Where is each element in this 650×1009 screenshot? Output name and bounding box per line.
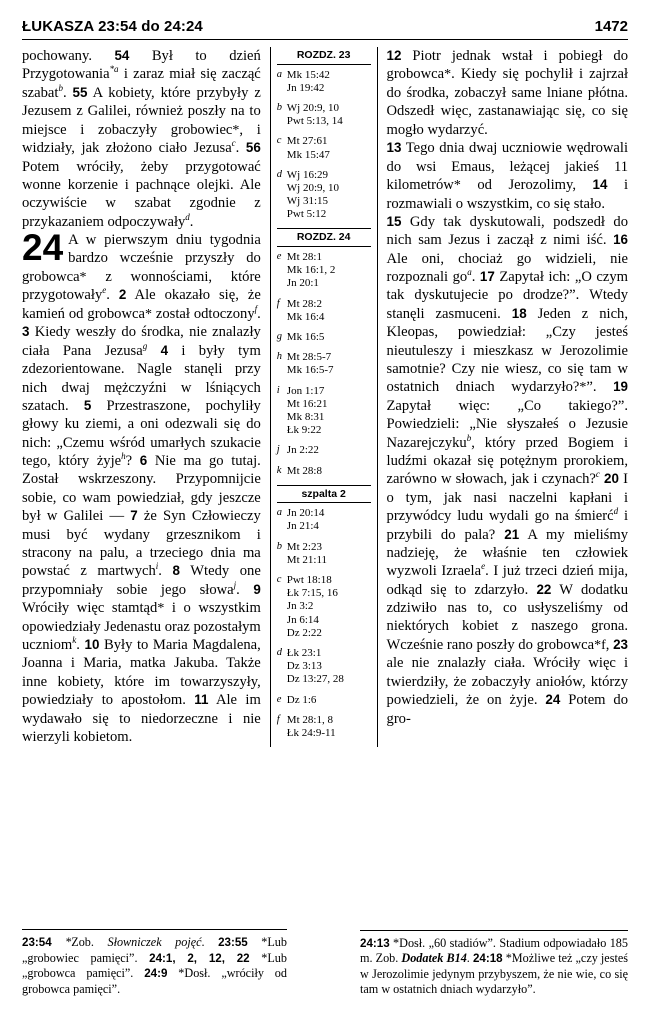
- xref-link[interactable]: Jon 1:17: [286, 384, 325, 397]
- xref-link[interactable]: Łk 7:15, 16: [286, 587, 338, 600]
- footnotes-left: 23:54 *Zob. Słowniczek pojęć. 23:55 *Lub „grobowiec pamięci”. 24:1, 2, 12, 22 *Lub „grobowca pamięci”. 24:9 *Dosł. „wróciły od grobowca pamięci”.: [22, 929, 287, 997]
- xref-group: [277, 298, 371, 324]
- xref-letter: a: [276, 507, 283, 519]
- xref-link[interactable]: Mt 21:11: [286, 553, 328, 566]
- xref-lines: [287, 298, 371, 324]
- xref-link[interactable]: Pwt 5:12: [286, 208, 327, 221]
- xref-lines: [287, 135, 371, 161]
- paragraph-right-3: 15 Gdy tak dyskutowali, podszedł do nich sam Jezus i zaczął z nimi iść. 16 Ale oni, chociaż go widzieli, nie rozpoznali go$^a$. 17 Zapytał ich: „O czym tak dyskutujecie po drodze?”. Wtedy stanęli zasmuceni. 18 Jeden z nich, Kleopas, powiedział: „Czy jesteś nieutuleszy i mieszkasz w Jerozolimie samotnie? Czy nie wiesz, co się tam w ostatnich dniach wydarzyło?*”. 19 Zapytał więc: „Co takiego?”. Powiedzieli: „Nie słyszałeś o Jezusie Nazarejczyku$^b$, który przed Bogiem i ludźmi okazał się potężnym prorokiem, zarówno w słowach, jak i czynach?$^c$ 20 I o tym, jak nasi naczelni kapłani i przywódcy ludu wydali go na śmierć$^d$ i przybili do pala? 21 A my mieliśmy nadzieję, że właśnie ten człowiek wyzwoli Izraela$^e$. I już trzeci dzień mija, odkąd się to zdarzyło. 22 W dodatku zdziwiło nas to, co usłyszeliśmy od niektórych kobiet z naszego grona. Wcześnie rano poszły do grobowca*f, 23 ale nie znalazły ciała. Wróciły więc i twierdziły, że zobaczyły aniołów, którzy powiedzieli, że on żyje. 24 Potem do gro-: [386, 213, 629, 727]
- xref-lines: [287, 251, 371, 291]
- xref-lines: [287, 647, 371, 687]
- xref-letter: d: [276, 168, 283, 180]
- column-right: [378, 47, 629, 728]
- xref-lines: [287, 574, 371, 640]
- xref-link[interactable]: Łk 9:22: [286, 424, 322, 437]
- xref-link[interactable]: Jn 2:22: [286, 444, 319, 457]
- xref-link[interactable]: Dz 1:6: [286, 693, 317, 706]
- xref-group: [277, 385, 371, 438]
- xref-group: [277, 465, 371, 478]
- xref-link[interactable]: Jn 20:14: [286, 507, 325, 520]
- xref-lines: [287, 169, 371, 222]
- xref-lines: [287, 351, 371, 377]
- xref-letter: c: [276, 135, 282, 147]
- xref-letter: b: [276, 540, 283, 552]
- xref-group: [277, 102, 371, 128]
- xref-link[interactable]: Mt 16:21: [286, 397, 328, 410]
- text-columns: [22, 47, 628, 907]
- xref-link[interactable]: Dz 13:27, 28: [286, 673, 344, 686]
- xref-letter: h: [276, 351, 283, 363]
- xref-link[interactable]: Jn 3:2: [286, 600, 314, 613]
- xref-letter: j: [276, 444, 280, 456]
- xref-link[interactable]: Jn 21:4: [286, 520, 319, 533]
- xref-link[interactable]: Łk 24:9-11: [286, 726, 336, 739]
- footnotes-right: 24:13 *Dosł. „60 stadiów”. Stadium odpowiadało 185 m. Zob. Dodatek B14. 24:18 *Możliwe też „czy jesteś w Jerozolimie jedynym przybyszem, że nie wie, co się tam w ostatnich dniach wydarzyło”.: [360, 930, 628, 997]
- xref-section-heading: szpalta 2: [277, 485, 371, 504]
- xref-link[interactable]: Wj 20:9, 10: [286, 181, 340, 194]
- xref-letter: a: [276, 68, 283, 80]
- xref-letter: b: [276, 101, 283, 113]
- xref-link[interactable]: Mk 15:42: [286, 68, 330, 81]
- header-divider: [22, 39, 628, 40]
- xref-letter: d: [276, 646, 283, 658]
- xref-letter: i: [276, 384, 280, 396]
- paragraph-left-2: 24 A w pierwszym dniu tygodnia bardzo wcześnie przyszły do grobowca* z wonnościami, które przygotowały$^e$. 2 Ale okazało się, że kamień od grobowca* został odtoczony$^f$. 3 Kiedy weszły do środka, nie znalazły ciała Pana Jezusa$^g$ 4 i były tym zdezorientowane. Nagle stanęli przy nich dwaj mężczyźni w lśniących szatach. 5 Przestraszone, pochyliły głowy ku ziemi, a oni odezwali się do nich: „Czemu wśród umarłych szukacie tego, który żyje$^h$? 6 Nie ma go tutaj. Został wskrzeszony. Przypomnijcie sobie, co wam powiedział, gdy jeszcze był w Galilei — 7 że Syn Człowieczy musi być wydany grzesznikom i stracony na palu, a trzeciego dnia ma powstać z martwych$^i$. 8 Wtedy one przypomniały sobie jego słowa$^j$. 9 Wróciły więc stamtąd* i o wszystkim opowiedziały Jedenastu oraz pozostałym uczniom$^k$. 10 Były to Maria Magdalena, Joanna i Maria, matka Jakuba. Także inne kobiety, które im towarzyszyły, powiedziały to apostołom. 11 Ale im wydawało się to niedorzeczne i nie wierzyli kobietom.: [22, 227, 261, 745]
- xref-link[interactable]: Mt 28:1, 8: [286, 713, 333, 726]
- cross-reference-column: [270, 47, 378, 747]
- xref-letter: f: [276, 297, 280, 309]
- xref-letter: c: [276, 574, 282, 586]
- paragraph-right-2: 13 Tego dnia dwaj uczniowie wędrowali do wsi Emaus, leżącej jakieś 11 kilometrów* od Jerozolimy, 14 i rozmawiali o wszystkim, co się stało.: [386, 140, 629, 212]
- xref-link[interactable]: Jn 19:42: [286, 81, 325, 94]
- xref-letter: g: [276, 331, 283, 342]
- xref-link[interactable]: Mt 28:5-7: [286, 351, 332, 364]
- xref-link[interactable]: Mk 16:5-7: [286, 364, 334, 377]
- xref-lines: [287, 69, 371, 95]
- xref-link[interactable]: Mk 16:1, 2: [286, 264, 336, 277]
- xref-lines: [287, 465, 371, 478]
- xref-lines: [287, 694, 371, 707]
- xref-link[interactable]: Łk 23:1: [286, 646, 322, 659]
- xref-group: [277, 135, 371, 161]
- xref-link[interactable]: Mt 28:2: [286, 297, 322, 310]
- xref-link[interactable]: Jn 6:14: [286, 613, 319, 626]
- xref-link[interactable]: Mk 8:31: [286, 410, 325, 423]
- xref-group: [277, 647, 371, 687]
- xref-group: [277, 507, 371, 533]
- xref-group: [277, 351, 371, 377]
- xref-group: [277, 694, 371, 707]
- xref-link[interactable]: Mt 2:23: [286, 540, 322, 553]
- xref-lines: [287, 444, 371, 457]
- xref-section-heading: ROZDZ. 24: [277, 228, 371, 247]
- xref-lines: [287, 541, 371, 567]
- page-header: [22, 18, 628, 39]
- xref-link[interactable]: Wj 16:29: [286, 168, 329, 181]
- xref-link[interactable]: Dz 3:13: [286, 660, 322, 673]
- xref-letter: f: [276, 713, 280, 725]
- xref-letter: e: [276, 693, 282, 705]
- page-number: 1472: [594, 18, 628, 35]
- paragraph-right-1: 12 Piotr jednak wstał i pobiegł do grobowca*. Kiedy się pochylił i zajrzał do środka, zobaczył same lniane płótna. Odszedł więc, zastanawiając się, co się mogło wydarzyć.: [386, 48, 629, 138]
- xref-lines: [287, 507, 371, 533]
- xref-link[interactable]: Pwt 5:13, 14: [286, 115, 343, 128]
- xref-group: [277, 169, 371, 222]
- xref-letter: k: [276, 464, 282, 476]
- xref-link[interactable]: Mk 15:47: [286, 148, 330, 161]
- xref-lines: [287, 385, 371, 438]
- xref-link[interactable]: Dz 2:22: [286, 626, 322, 639]
- xref-link[interactable]: Mt 28:8: [286, 464, 322, 477]
- xref-group: [277, 69, 371, 95]
- xref-group: [277, 714, 371, 740]
- xref-lines: [287, 102, 371, 128]
- xref-section-heading: ROZDZ. 23: [277, 47, 371, 65]
- xref-group: [277, 444, 371, 457]
- column-left: [22, 47, 270, 746]
- xref-group: [277, 541, 371, 567]
- xref-group: [277, 331, 371, 344]
- xref-lines: [287, 331, 371, 344]
- xref-lines: [287, 714, 371, 740]
- xref-letter: e: [276, 251, 282, 263]
- xref-link[interactable]: Mk 16:5: [286, 331, 325, 343]
- xref-group: [277, 574, 371, 640]
- xref-link[interactable]: Mt 28:1: [286, 251, 322, 264]
- running-head-range: ŁUKASZA 23:54 do 24:24: [22, 18, 203, 35]
- xref-link[interactable]: Mt 27:61: [286, 135, 328, 148]
- xref-link[interactable]: Wj 31:15: [286, 195, 329, 208]
- paragraph-left-1: pochowany. 54 Był to dzień Przygotowania$^{*a}$ i zaraz miał się zacząć szabat$^b$. 55 A kobiety, które przybyły z Jezusem z Galilei, również poszły na to miejsce i zobaczyły grobowiec*, i widziały, jak złożono ciało Jezusa$^c$. 56 Potem wróciły, żeby przygotować wonne korzenie i pachnące olejki. Ale oczywiście w szabat zgodnie z przykazaniem odpoczywały$^d$.: [22, 48, 261, 230]
- xref-link[interactable]: Wj 20:9, 10: [286, 101, 340, 114]
- xref-link[interactable]: Mk 16:4: [286, 310, 325, 323]
- xref-link[interactable]: Jn 20:1: [286, 277, 319, 290]
- xref-link[interactable]: Pwt 18:18: [286, 574, 332, 587]
- xref-group: [277, 251, 371, 291]
